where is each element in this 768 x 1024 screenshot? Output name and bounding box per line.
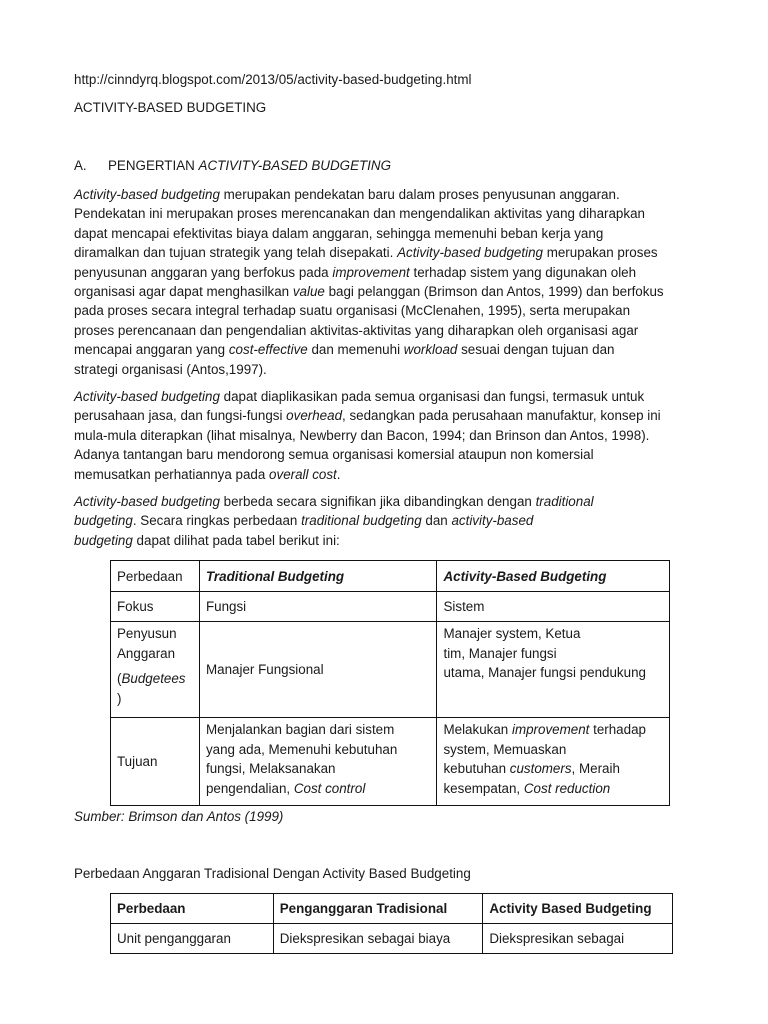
table-row [111,622,670,718]
header-cell: Traditional Budgeting [199,561,437,592]
section-title-italic: ACTIVITY-BASED BUDGETING [198,158,391,173]
table-cell: Menjalankan bagian dari sistem yang ada, Memenuhi kebutuhan fungsi, Melaksanakan pengendalian, Cost control [199,718,437,806]
table-cell: Diekspresikan sebagai [483,924,673,954]
text-line: Activity-based budgeting dapat diaplikasikan pada semua organisasi dan fungsi, termasuk untuk [74,389,645,404]
text-line: proses perencanaan dan pengendalian aktivitas-aktivitas yang diharapkan oleh organisasi agar [74,322,639,338]
header-cell: Perbedaan [111,894,274,924]
table-cell: Manajer Fungsional [199,622,437,718]
section-heading [74,156,391,176]
table-cell: Fungsi [199,592,437,622]
table-row [111,592,670,622]
text-line: pada proses secara integral terhadap suatu organisasi (McClenahen, 1995), serta merupakan [74,303,631,319]
text-line: diramalkan dan tujuan strategik yang telah disepakati. Activity-based budgeting merupakan proses [74,245,658,261]
table-header-row [111,894,673,924]
text-line: Activity-based budgeting merupakan pendekatan baru dalam proses penyusunan anggaran. [74,187,620,202]
text-line: organisasi agar dapat menghasilkan value bagi pelanggan (Brimson dan Antos, 1999) dan berfokus [74,284,664,300]
table-cell: Sistem [437,592,670,622]
text-line: memusatkan perhatiannya pada overall cost. [74,466,341,482]
text-line: budgeting dapat dilihat pada tabel berikut ini: [74,532,340,548]
section-number: A. [74,158,87,173]
text-line: mula-mula diterapkan (lihat misalnya, Newberry dan Bacon, 1994; dan Brinson dan Antos, 1998). [74,427,650,443]
text-line: Pendekatan ini merupakan proses merencanakan dan mengendalikan aktivitas yang diharapkan [74,206,645,222]
table-source-note: Sumber: Brimson dan Antos (1999) [74,809,284,824]
paragraph-1 [74,185,714,379]
text-line: perusahaan jasa, dan fungsi-fungsi overhead, sedangkan pada perusahaan manufaktur, konsep ini [74,408,661,424]
header-cell: Penganggaran Tradisional [273,894,483,924]
table-cell: Fokus [111,592,200,622]
header-cell: Activity Based Budgeting [483,894,673,924]
section-title: PENGERTIAN [108,158,199,173]
paragraph-3 [74,492,714,550]
header-cell: Perbedaan [111,561,200,592]
table-cell: Melakukan improvement terhadap system, Memuaskan kebutuhan customers, Meraih kesempatan, Cost reduction [437,718,670,806]
paragraph-2 [74,387,714,484]
text-line: dapat mencapai efektivitas biaya dalam anggaran, sehingga memenuhi beban kerja yang [74,225,604,241]
text-line: penyusunan anggaran yang berfokus pada improvement terhadap sistem yang digunakan oleh [74,264,637,280]
header-cell: Activity-Based Budgeting [437,561,670,592]
text-line: budgeting. Secara ringkas perbedaan traditional budgeting dan activity-based [74,513,534,529]
comparison-table-2 [110,893,673,954]
text-line: Activity-based budgeting berbeda secara signifikan jika dibandingkan dengan traditional [74,494,594,509]
text-line: Adanya tantangan baru mendorong semua organisasi komersial ataupun non komersial [74,447,594,463]
table-cell: Diekspresikan sebagai biaya [273,924,483,954]
table-cell: Manajer system, Ketua tim, Manajer fungsi utama, Manajer fungsi pendukung [437,622,670,718]
text-line: strategi organisasi (Antos,1997). [74,361,267,377]
table-row [111,924,673,954]
table-header-row [111,561,670,592]
table-cell: Unit penganggaran [111,924,274,954]
source-url: http://cinndyrq.blogspot.com/2013/05/activity-based-budgeting.html [74,72,472,87]
table-cell: Tujuan [111,718,200,806]
comparison-table [110,560,670,806]
table-row [111,718,670,806]
table-cell: Penyusun Anggaran (Budgetees ) [111,622,200,718]
table2-title: Perbedaan Anggaran Tradisional Dengan Activity Based Budgeting [74,866,471,881]
text-line: mencapai anggaran yang cost-effective dan memenuhi workload sesuai dengan tujuan dan [74,342,615,358]
document-title: ACTIVITY-BASED BUDGETING [74,100,267,115]
